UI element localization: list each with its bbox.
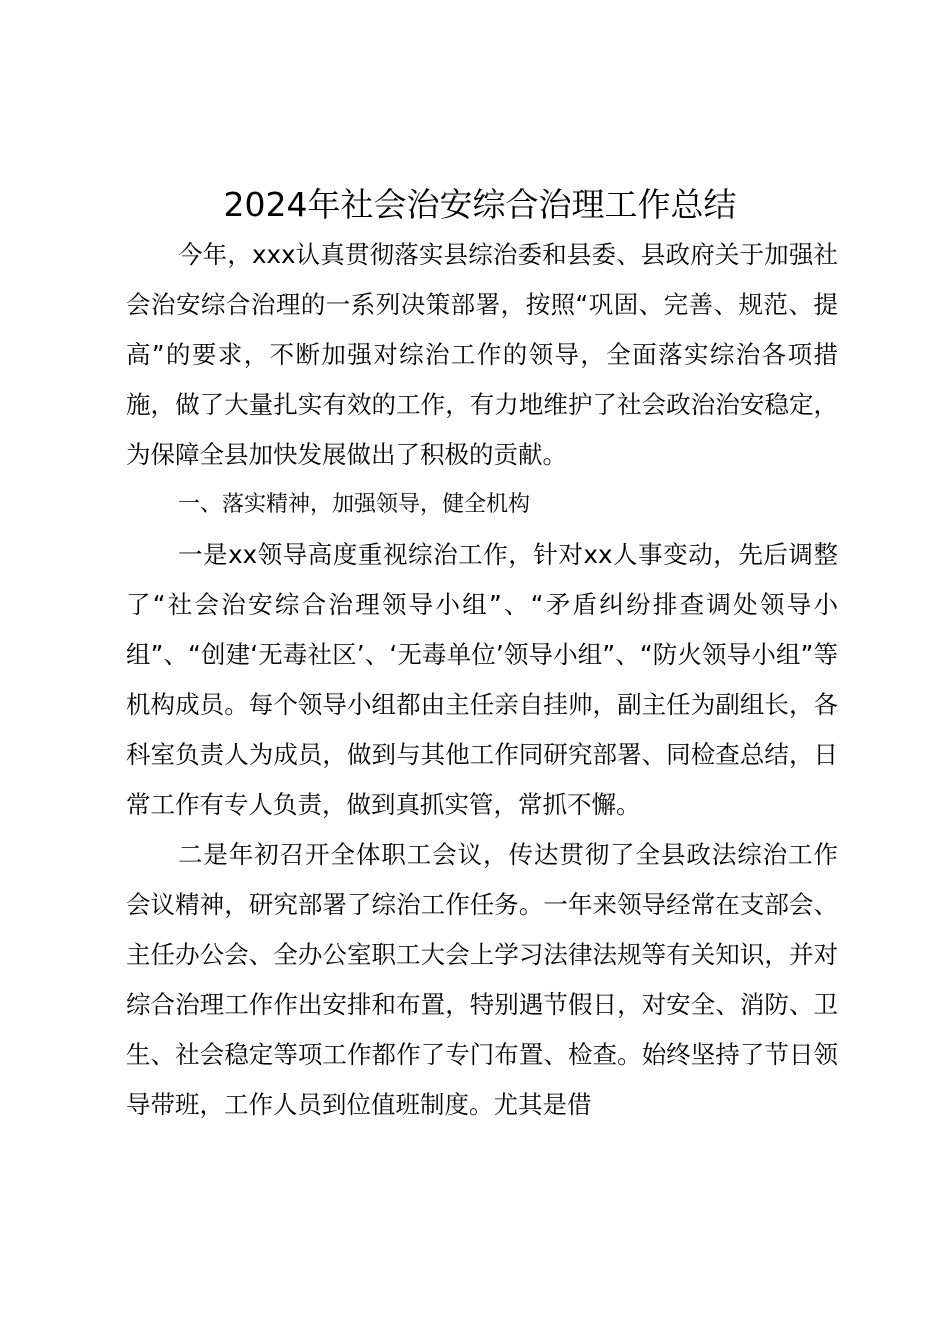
paragraph-point-2: 二是年初召开全体职工会议，传达贯彻了全县政法综治工作会议精神，研究部署了综治工作任务。一年来领导经常在支部会、主任办公会、全办公室职工大会上学习法律法规等有关知识，并对综合治理工作作出安排和布置，特别遇节假日，对安全、消防、卫生、社会稳定等项工作都作了专门布置、检查。始终坚持了节日领导带班，工作人员到位值班制度。尤其是借: [126, 840, 838, 1119]
paragraph-point-1: 一是xx领导高度重视综治工作，针对xx人事变动，先后调整了“社会治安综合治理领导小组”、“矛盾纠纷排查调处领导小组”、“创建‘无毒社区’、‘无毒单位’领导小组”、“防火领导小组”等机构成员。每个领导小组都由主任亲自挂帅，副主任为副组长，各科室负责人为成员，做到与其他工作同研究部署、同检查总结，日常工作有专人负责，做到真抓实管，常抓不懈。: [126, 540, 838, 819]
document-body: [126, 230, 838, 1130]
section-heading-1: 一、落实精神，加强领导，健全机构: [178, 492, 531, 517]
document-title: 2024年社会治安综合治理工作总结: [223, 185, 737, 224]
paragraph-intro: 今年，xxx认真贯彻落实县综治委和县委、县政府关于加强社会治安综合治理的一系列决策部署，按照“巩固、完善、规范、提高”的要求，不断加强对综治工作的领导，全面落实综治各项措施，做了大量扎实有效的工作，有力地维护了社会政治治安稳定，为保障全县加快发展做出了积极的贡献。: [126, 240, 838, 469]
